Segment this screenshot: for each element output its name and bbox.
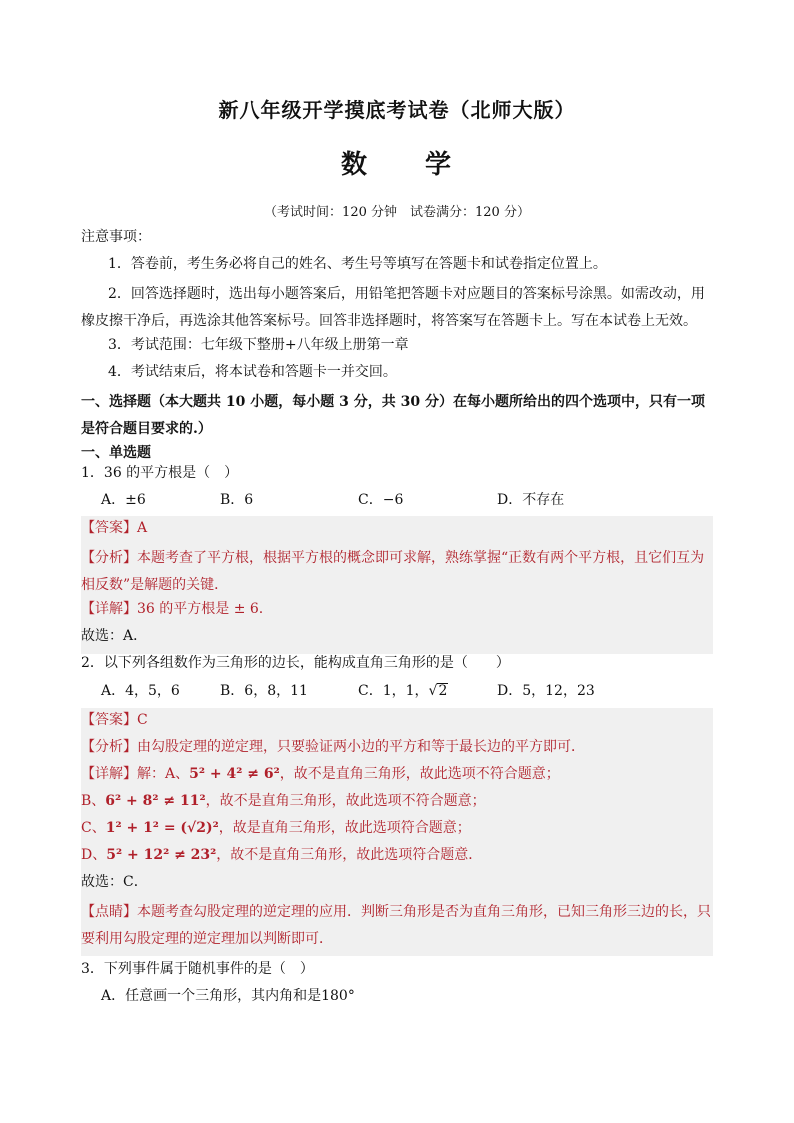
q2-option-d: D．5，12，23 xyxy=(497,683,595,699)
q2-option-c: C．1，1，√2 xyxy=(358,683,448,699)
q2-detail-c: C、1² + 1² = (√2)²，故是直角三角形，故此选项符合题意； xyxy=(81,820,471,836)
q1-option-c: C．−6 xyxy=(358,492,404,508)
q2-option-c-label: C．1，1， xyxy=(358,683,429,699)
q1-conclusion: 故选：A． xyxy=(81,628,148,644)
q2-conclusion: 故选：C． xyxy=(81,874,148,890)
q1-option-a: A．±6 xyxy=(101,492,146,508)
q2-detail-b: B、6² + 8² ≠ 11²，故不是直角三角形，故此选项不符合题意； xyxy=(81,793,486,809)
q1-analysis: 【分析】本题考查了平方根，根据平方根的概念即可求解，熟练掌握“正数有两个平方根，且它们互为相反数”是解题的关键． xyxy=(81,550,705,593)
exam-info: （考试时间：120 分钟 试卷满分：120 分） xyxy=(264,205,530,220)
q2-detail-d-math: 5² + 12² ≠ 23² xyxy=(106,847,217,863)
note-item-2: 2．回答选择题时，选出每小题答案后，用铅笔把答题卡对应题目的答案标号涂黑。如需改动，用橡皮擦干净后，再选涂其他答案标号。回答非选择题时，将答案写在答题卡上。写在本试卷上无效。 xyxy=(81,286,705,329)
subject-title: 数 学 xyxy=(340,150,453,180)
page-title: 新八年级开学摸底考试卷（北师大版） xyxy=(218,98,576,122)
q2-option-c-sqrt: 2 xyxy=(438,683,448,699)
q2-option-a: A．4，5，6 xyxy=(101,683,180,699)
notes-heading: 注意事项： xyxy=(81,229,151,245)
q1-answer: 【答案】A xyxy=(81,520,148,536)
q2-answer: 【答案】C xyxy=(81,712,148,728)
q3-option-a: A．任意画一个三角形，其内角和是180° xyxy=(101,988,355,1004)
question-2-stem: 2．以下列各组数作为三角形的边长，能构成直角三角形的是（ ） xyxy=(81,655,510,671)
q2-option-b: B．6，8，11 xyxy=(220,683,308,699)
q2-analysis: 【分析】由勾股定理的逆定理，只要验证两小边的平方和等于最长边的平方即可． xyxy=(81,739,585,755)
q1-option-b: B．6 xyxy=(220,492,254,508)
q2-detail-a-math: 5² + 4² ≠ 6² xyxy=(189,766,280,782)
note-item-3: 3．考试范围：七年级下整册+八年级上册第一章 xyxy=(108,337,409,353)
q2-comment: 【点睛】本题考查勾股定理的逆定理的应用．判断三角形是否为直角三角形，已知三角形三边的长，只要利用勾股定理的逆定理加以判断即可． xyxy=(81,904,711,947)
q2-detail-b-math: 6² + 8² ≠ 11² xyxy=(105,793,206,809)
q1-detail: 【详解】36 的平方根是 ± 6. xyxy=(81,601,264,617)
question-3-stem: 3．下列事件属于随机事件的是（ ） xyxy=(81,961,314,977)
question-1-stem: 1．36 的平方根是（ ） xyxy=(81,465,239,481)
q2-detail-c-math: 1² + 1² = (√2)² xyxy=(105,820,219,836)
section-heading: 一、选择题（本大题共 10 小题，每小题 3 分，共 30 分）在每小题所给出的四个选项中，只有一项是符合题目要求的.） xyxy=(81,394,705,437)
note-item-4: 4．考试结束后，将本试卷和答题卡一并交回。 xyxy=(108,364,397,380)
q2-detail-a: 【详解】解：A、5² + 4² ≠ 6²，故不是直角三角形，故此选项不符合题意； xyxy=(81,766,560,782)
note-item-1: 1．答卷前，考生务必将自己的姓名、考生号等填写在答题卡和试卷指定位置上。 xyxy=(108,256,607,272)
q2-detail-d: D、5² + 12² ≠ 23²，故不是直角三角形，故此选项符合题意． xyxy=(81,847,483,863)
section-subheading: 一、单选题 xyxy=(81,445,151,461)
q1-option-d: D．不存在 xyxy=(497,492,565,508)
